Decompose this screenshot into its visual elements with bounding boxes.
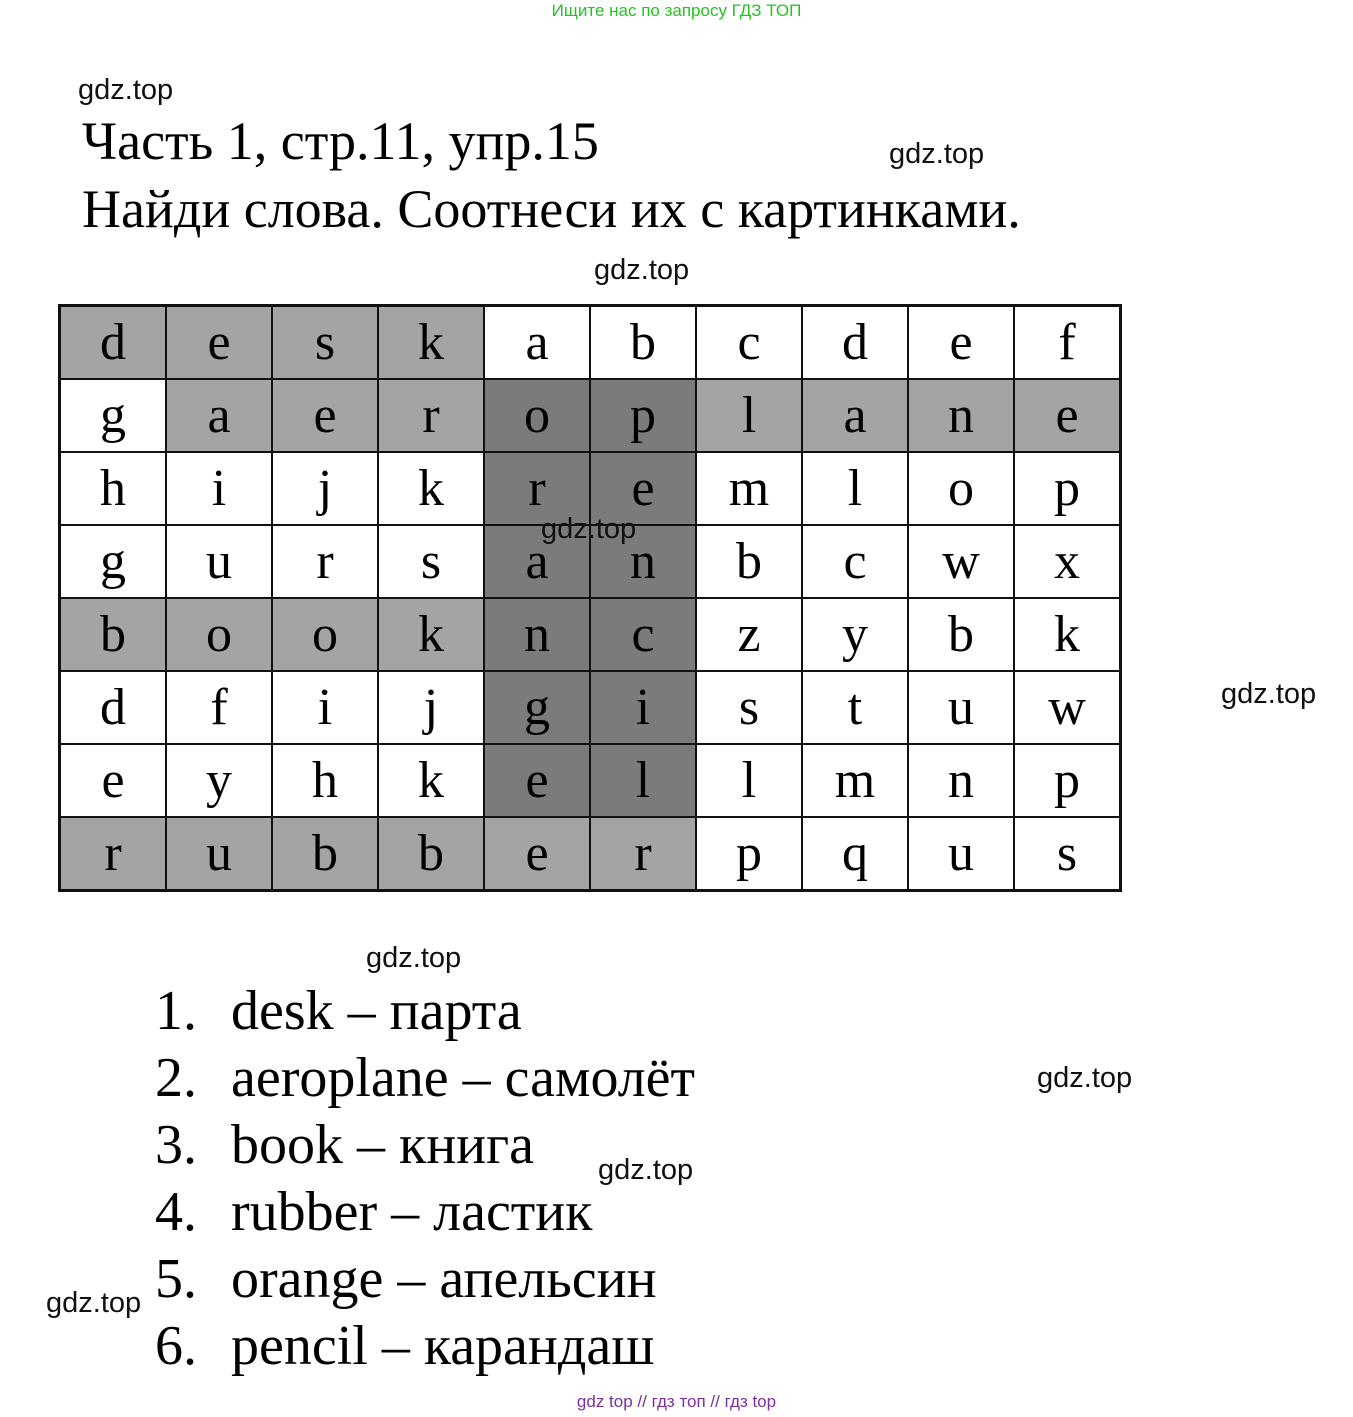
grid-cell: k [378,744,484,817]
grid-cell: o [272,598,378,671]
grid-cell: c [802,525,908,598]
grid-cell: a [484,306,590,380]
grid-cell: c [696,306,802,380]
grid-cell: p [590,379,696,452]
grid-cell: b [590,306,696,380]
page-title: Часть 1, стр.11, упр.15 [82,111,599,171]
item-number: 4. [155,1181,197,1243]
top-banner: Ищите нас по запросу ГДЗ ТОП [551,1,802,20]
grid-cell: p [1014,744,1121,817]
grid-cell: y [166,744,272,817]
grid-cell: i [590,671,696,744]
word-search-grid [58,304,1122,892]
item-number: 3. [155,1114,197,1176]
grid-cell: a [484,525,590,598]
grid-cell: f [1014,306,1121,380]
watermark: gdz.top [594,254,690,286]
list-item [155,1246,695,1313]
item-number: 1. [155,980,197,1042]
watermark: gdz.top [78,74,174,106]
grid-cell: b [696,525,802,598]
grid-cell: k [378,598,484,671]
grid-cell: b [60,598,167,671]
grid-cell: o [484,379,590,452]
grid-cell: r [590,817,696,891]
grid-cell: i [166,452,272,525]
grid-cell: a [166,379,272,452]
grid-cell: w [908,525,1014,598]
grid-cell: h [60,452,167,525]
grid-cell: m [802,744,908,817]
watermark: gdz.top [541,513,637,545]
grid-cell: o [166,598,272,671]
grid-cell: m [696,452,802,525]
exercise-instruction: Найди слова. Соотнеси их с картинками. [82,179,1021,239]
grid-cell: s [696,671,802,744]
list-item [155,1045,695,1112]
grid-cell: n [590,525,696,598]
grid-cell: s [378,525,484,598]
grid-cell: c [590,598,696,671]
grid-cell: e [60,744,167,817]
grid-cell: e [590,452,696,525]
grid-row [60,744,1121,817]
grid-cell: g [484,671,590,744]
watermark: gdz.top [366,942,462,974]
grid-cell: b [378,817,484,891]
item-number: 6. [155,1315,197,1377]
grid-cell: o [908,452,1014,525]
grid-cell: g [60,379,167,452]
grid-cell: t [802,671,908,744]
grid-cell: a [802,379,908,452]
list-item [155,1313,695,1380]
list-item [155,1179,695,1246]
grid-cell: n [484,598,590,671]
grid-cell: d [802,306,908,380]
grid-cell: b [272,817,378,891]
grid-cell: k [378,306,484,380]
grid-cell: e [166,306,272,380]
grid-cell: x [1014,525,1121,598]
watermark: gdz.top [889,138,985,170]
grid-cell: l [802,452,908,525]
watermark: gdz.top [598,1154,694,1186]
grid-cell: i [272,671,378,744]
grid-row [60,379,1121,452]
grid-cell: s [272,306,378,380]
list-item [155,978,695,1045]
grid-cell: e [484,817,590,891]
grid-cell: u [908,817,1014,891]
grid-cell: e [1014,379,1121,452]
grid-row [60,306,1121,380]
grid-cell: n [908,744,1014,817]
grid-cell: q [802,817,908,891]
grid-cell: d [60,671,167,744]
grid-cell: j [378,671,484,744]
grid-cell: s [1014,817,1121,891]
item-number: 5. [155,1248,197,1310]
item-text: desk – парта [231,980,522,1042]
grid-cell: w [1014,671,1121,744]
watermark: gdz.top [1037,1062,1133,1094]
grid-cell: e [484,744,590,817]
grid-cell: k [378,452,484,525]
grid-cell: n [908,379,1014,452]
grid-cell: r [378,379,484,452]
item-text: pencil – карандаш [231,1315,655,1377]
grid-cell: u [908,671,1014,744]
grid-cell: j [272,452,378,525]
grid-cell: g [60,525,167,598]
grid-cell: l [590,744,696,817]
watermark: gdz.top [46,1287,142,1319]
footer-links: gdz top // гдз топ // гдз top [576,1392,777,1411]
grid-cell: l [696,379,802,452]
grid-cell: l [696,744,802,817]
grid-cell: k [1014,598,1121,671]
grid-cell: u [166,817,272,891]
grid-row [60,817,1121,891]
item-text: rubber – ластик [231,1181,593,1243]
watermark: gdz.top [1221,678,1317,710]
grid-cell: z [696,598,802,671]
grid-cell: r [272,525,378,598]
grid-cell: h [272,744,378,817]
grid-cell: p [696,817,802,891]
grid-cell: b [908,598,1014,671]
grid-cell: f [166,671,272,744]
grid-cell: e [908,306,1014,380]
item-text: book – книга [231,1114,534,1176]
grid-cell: u [166,525,272,598]
grid-cell: r [484,452,590,525]
grid-cell: e [272,379,378,452]
item-text: orange – апельсин [231,1248,657,1310]
grid-cell: y [802,598,908,671]
grid-cell: r [60,817,167,891]
grid-cell: p [1014,452,1121,525]
grid-row [60,598,1121,671]
grid-cell: d [60,306,167,380]
item-text: aeroplane – самолёт [231,1047,695,1109]
item-number: 2. [155,1047,197,1109]
grid-row [60,671,1121,744]
